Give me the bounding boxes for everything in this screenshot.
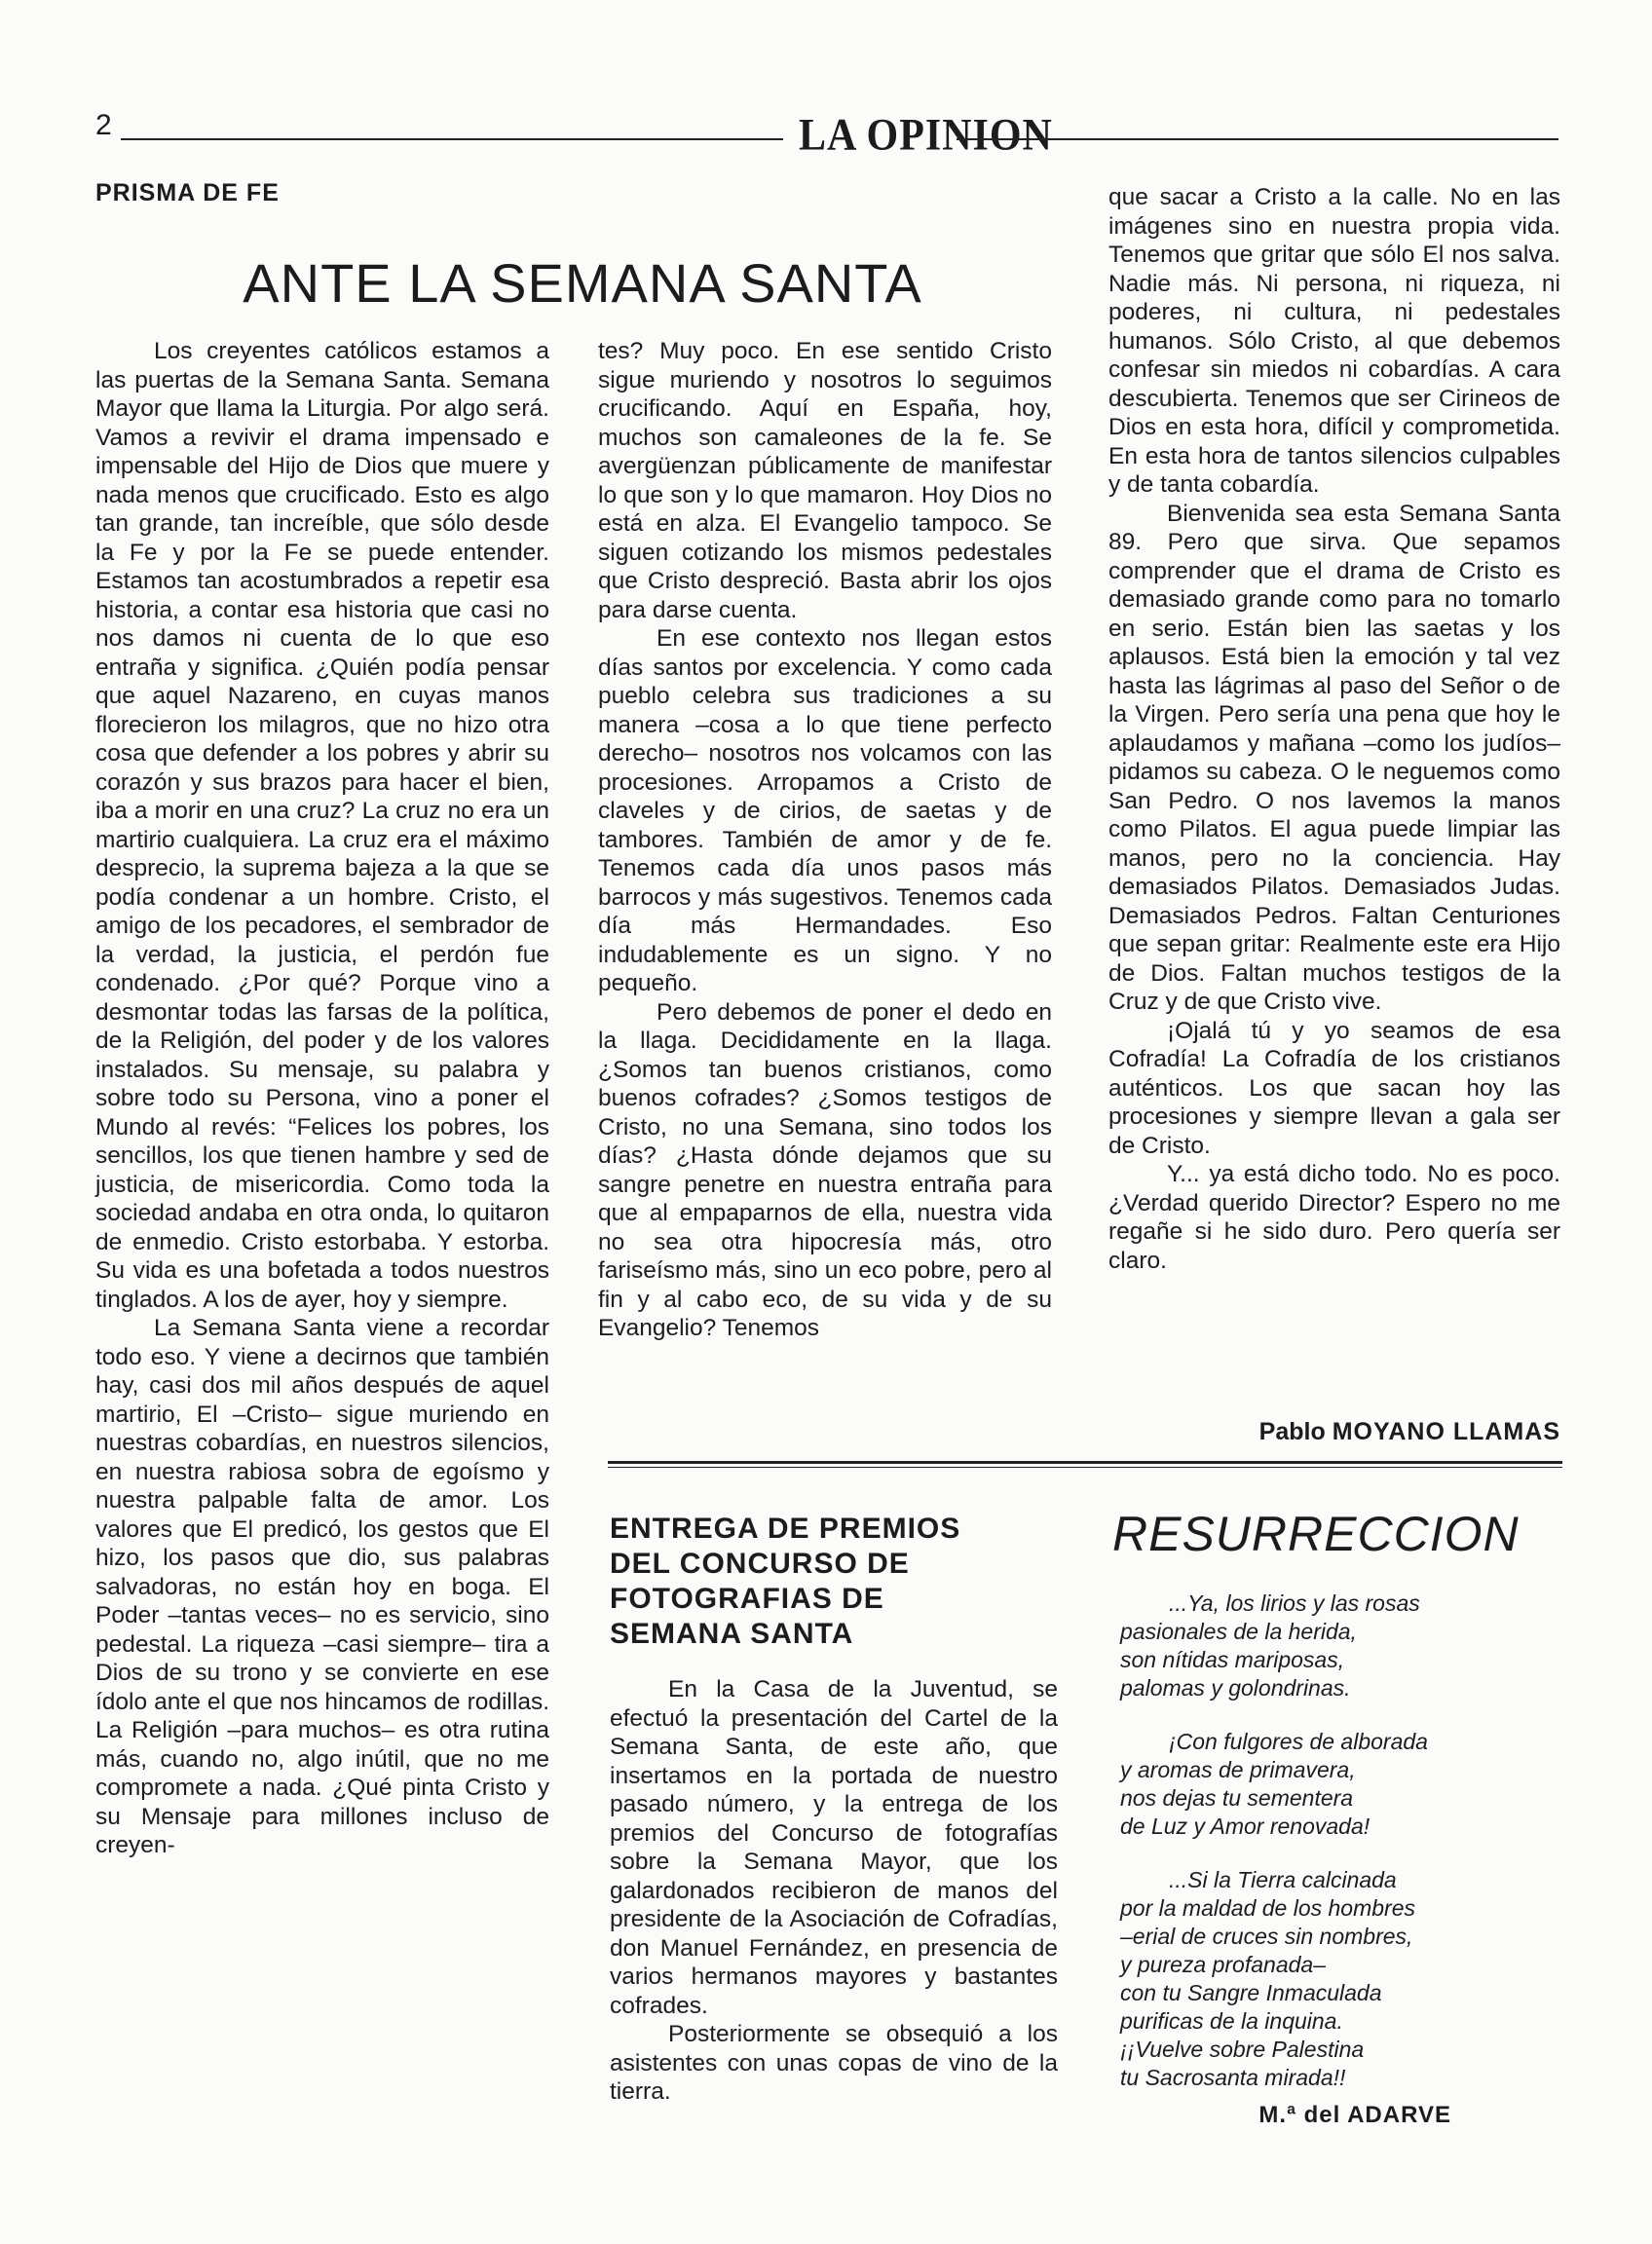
photo-contest-title-line: ENTREGA DE PREMIOS (610, 1513, 961, 1545)
poem-body (1120, 1590, 1549, 2117)
poem-stanza (1120, 1866, 1549, 2092)
photo-contest-paragraph: Posteriormente se obsequió a los asistentes con unas copas de vino de la tierra. (610, 2021, 1058, 2105)
poem-title: RESURRECCION (1112, 1507, 1520, 1561)
poem-stanza (1120, 1590, 1549, 1702)
poem-line: y aromas de primavera, (1120, 1757, 1356, 1782)
article-paragraph: La Semana Santa viene a recordar todo eso. Y viene a decirnos que también hay, casi dos mil años después de aquel martirio, El –Cristo– sigue muriendo en nuestras cobardías, en nuestros silencios, en nuestra rabiosa sobra de egoísmo y nuestra palpable falta de amor. Los valores que El predicó, los gestos que El hizo, los pasos que dio, sus palabras salvadoras, no están hoy en boga. El Poder –tantas veces– no es servicio, sino pedestal. La riqueza –casi siempre– tira a Dios de su trono y se convierte en ese ídolo ante el que nos hincamos de rodillas. La Religión –para muchos– es otra rutina más, cuando no, algo inútil, que no me compromete a nada. ¿Qué pinta Cristo y su Mensaje para millones incluso de creyen- (95, 1315, 549, 1858)
poem-line: ¡Con fulgores de alborada (1169, 1729, 1428, 1754)
signature-first-name: Pablo (1258, 1418, 1326, 1445)
article-paragraph: tes? Muy poco. En ese sentido Cristo sigue muriendo y nosotros lo seguimos crucificando. Aquí en España, hoy, muchos son camaleones de la fe. Se avergüenzan públicamente de manifestar lo que son y lo que mamaron. Hoy Dios no está en alza. El Evangelio tampoco. Se siguen cotizando los mismos pedestales que Cristo despreció. Basta abrir los ojos para darse cuenta. (598, 338, 1052, 623)
article-paragraph: Los creyentes católicos estamos a las puertas de la Semana Santa. Semana Mayor que llama la Liturgia. Por algo será. Vamos a revivir el drama impensado e impensable del Hijo de Dios que muere y nada menos que crucificado. Esto es algo tan grande, tan increíble, que sólo desde la Fe y por la Fe se puede entender. Estamos tan acostumbrados a repetir esa historia, a contar esa historia que casi no nos damos ni cuenta de lo que eso entraña y significa. ¿Quién podía pensar que aquel Nazareno, en cuyas manos florecieron los milagros, que no hizo otra cosa que defender a los pobres y abrir su corazón y sus brazos para hacer el bien, iba a morir en una cruz? La cruz no era un martirio cualquiera. La cruz era el máximo desprecio, la suprema bajeza a la que se podía condenar a un hombre. Cristo, el amigo de los pecadores, el sembrador de la verdad, la justicia, el perdón fue condenado. ¿Por qué? Porque vino a desmontar todas las farsas de la política, de la Religión, del poder y de los valores instalados. Su mensaje, su palabra y sobre todo su Persona, vino a poner el Mundo al revés: “Felices los pobres, los sencillos, los que tienen hambre y sed de justicia, de misericordia. Como toda la sociedad andaba en otra onda, lo quitaron de enmedio. Cristo estorbaba. Y estorba. Su vida es una bofetada a todos nuestros tinglados. A los de ayer, hoy y siempre. (95, 338, 549, 1313)
masthead: LA OPINION (799, 110, 1053, 161)
signature-last-name: MOYANO LLAMAS (1332, 1418, 1560, 1445)
poem-line: tu Sacrosanta mirada!! (1120, 2065, 1346, 2090)
article-signature (1108, 1418, 1560, 1446)
article-paragraph: En ese contexto nos llegan estos días santos por excelencia. Y como cada pueblo celebra sus tradiciones a su manera –cosa a lo que tiene perfecto derecho– nosotros nos volcamos con las procesiones. Arropamos a Cristo de claveles y de cirios, de saetas y de tambores. También de amor y de fe. Tenemos cada día unos pasos más barrocos y más sugestivos. Tenemos cada día más Hermandades. Eso indudablemente es un signo. Y no pequeño. (598, 625, 1052, 996)
page-number: 2 (95, 109, 112, 141)
poem-line: por la maldad de los hombres (1120, 1895, 1415, 1921)
article-column-1 (95, 337, 549, 1860)
article-title: ANTE LA SEMANA SANTA (243, 252, 922, 314)
poem-line: palomas y golondrinas. (1120, 1675, 1351, 1701)
article-paragraph: que sacar a Cristo a la calle. No en las imágenes sino en nuestra propia vida. Tenemos que gritar que sólo El nos salva. Nadie más. Ni persona, ni riqueza, ni poderes, ni cultura, ni pedestales humanos. Sólo Cristo, al que debemos confesar sin miedos ni cobardías. A cara descubierta. Tenemos que ser Cirineos de Dios en esta hora, difícil y comprometida. En esta hora de tantos silencios culpables y de tanta cobardía. (1108, 184, 1560, 498)
poem-line: pasionales de la herida, (1120, 1619, 1357, 1644)
poem-stanza (1120, 1728, 1549, 1841)
article-paragraph: Y... ya está dicho todo. No es poco. ¿Verdad querido Director? Espero no me regañe si he sido duro. Pero quería ser claro. (1108, 1161, 1560, 1274)
header-rule-right (957, 138, 1558, 140)
poem-signature: M.ª del ADARVE (1258, 2102, 1451, 2128)
photo-contest-paragraph: En la Casa de la Juventud, se efectuó la presentación del Cartel de la Semana Santa, de este año, que insertamos en la portada de nuestro pasado número, y la entrega de los premios del Concurso de fotografías sobre la Semana Mayor, que los galardonados recibieron de manos del presidente de la Asociación de Cofradías, don Manuel Fernández, en presencia de varios hermanos mayores y bastantes cofrades. (610, 1676, 1058, 2019)
poem-line: –erial de cruces sin nombres, (1120, 1924, 1413, 1949)
poem-line: nos dejas tu sementera (1120, 1785, 1354, 1811)
photo-contest-body (610, 1675, 1058, 2107)
poem-line: de Luz y Amor renovada! (1120, 1814, 1370, 1839)
section-divider (608, 1461, 1562, 1468)
poem-line: con tu Sangre Inmaculada (1120, 1980, 1382, 2005)
photo-contest-title-line: SEMANA SANTA (610, 1618, 854, 1650)
header-rule-left (121, 138, 783, 140)
photo-contest-title-line: DEL CONCURSO DE (610, 1548, 910, 1580)
poem-line: ...Si la Tierra calcinada (1169, 1867, 1397, 1892)
article-paragraph: Pero debemos de poner el dedo en la llaga. Decididamente en la llaga. ¿Somos tan buenos cristianos, como buenos cofrades? ¿Somos testigos de Cristo, no una Semana, sino todos los días? ¿Hasta dónde dejamos que su sangre penetre en nuestra entraña para que al empaparnos de ella, nuestra vida no sea otra hipocresía más, otro fariseísmo más, sino un eco pobre, pero al fin y al cabo eco, de su vida y de su Evangelio? Tenemos (598, 998, 1052, 1341)
poem-line: purificas de la inquina. (1120, 2008, 1343, 2034)
poem-line: ...Ya, los lirios y las rosas (1169, 1590, 1420, 1616)
article-column-3 (1108, 183, 1560, 1275)
article-column-2 (598, 337, 1052, 1343)
photo-contest-title-line: FOTOGRAFIAS DE (610, 1583, 884, 1615)
photo-contest-title (610, 1512, 1058, 1652)
page-header (95, 107, 1558, 161)
poem-line: son nítidas mariposas, (1120, 1647, 1345, 1672)
section-kicker: PRISMA DE FE (95, 179, 280, 206)
article-paragraph: Bienvenida sea esta Semana Santa 89. Pero que sirva. Que sepamos comprender que el drama de Cristo es demasiado grande como para no tomarlo en serio. Están bien las saetas y los aplausos. Está bien la emoción y tal vez hasta las lágrimas al paso del Señor o de la Virgen. Pero sería una pena que hoy le aplaudamos y mañana –como los judíos– pidamos su cabeza. O le neguemos como San Pedro. O nos lavemos la manos como Pilatos. El agua puede limpiar las manos, pero no la conciencia. Hay demasiados Pilatos. Demasiados Judas. Demasiados Pedros. Faltan Centuriones que sepan gritar: Realmente este era Hijo de Dios. Faltan muchos testigos de la Cruz y de que Cristo vive. (1108, 500, 1560, 1015)
poem-line: y pureza profanada– (1120, 1952, 1326, 1977)
article-paragraph: ¡Ojalá tú y yo seamos de esa Cofradía! La Cofradía de los cristianos auténticos. Los que sacan hoy las procesiones y siempre llevan a gala ser de Cristo. (1108, 1017, 1560, 1159)
poem-line: ¡¡Vuelve sobre Palestina (1120, 2037, 1365, 2062)
